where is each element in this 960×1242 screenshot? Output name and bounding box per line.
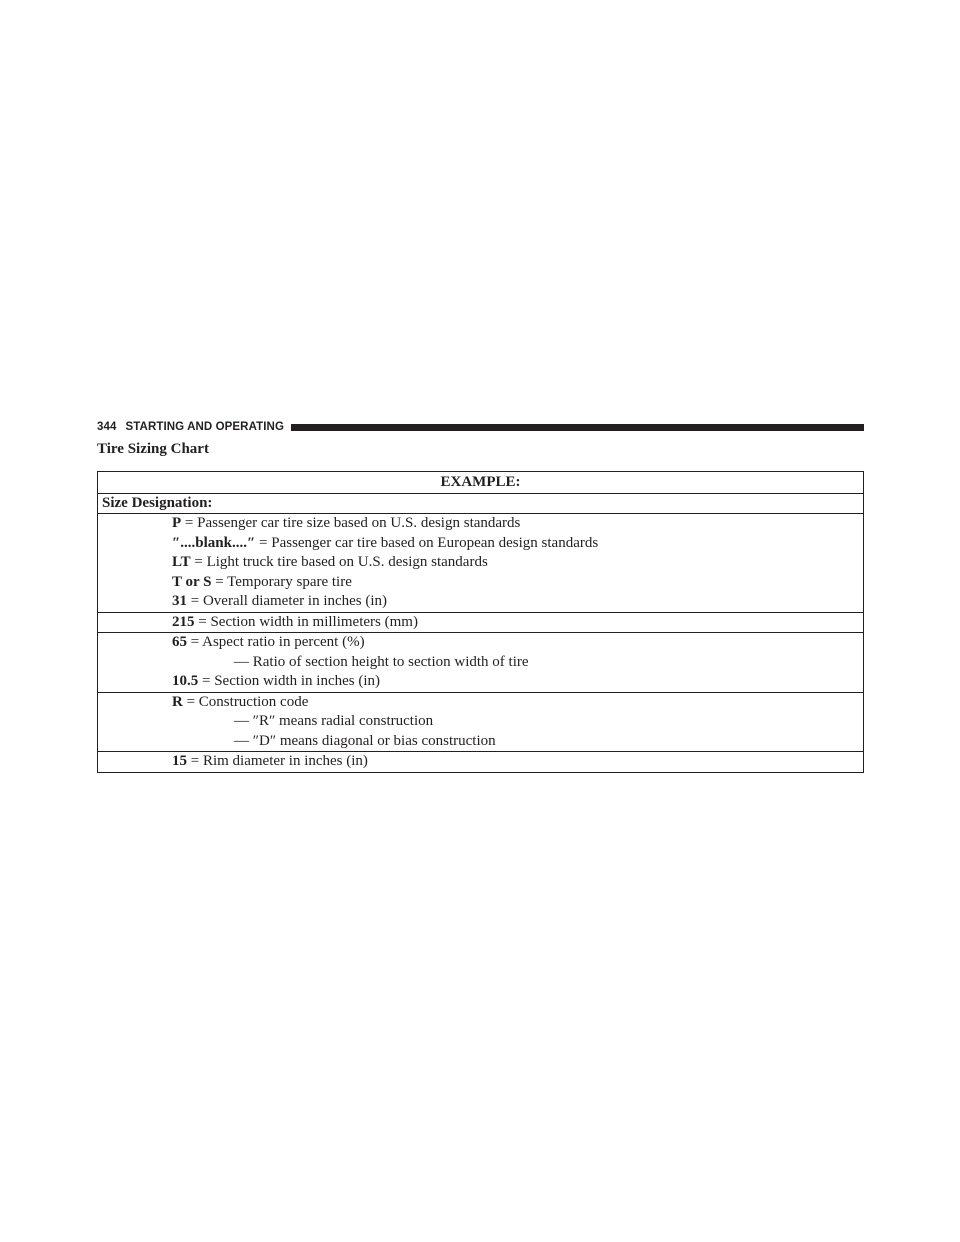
size-code: 31 bbox=[172, 593, 187, 609]
list-item bbox=[98, 534, 863, 554]
list-item bbox=[98, 592, 863, 612]
size-description: — ″R″ means radial construction bbox=[234, 713, 434, 729]
size-description: = Aspect ratio in percent (%) bbox=[190, 634, 365, 650]
table-cell bbox=[98, 612, 864, 633]
size-code: LT bbox=[172, 554, 191, 570]
size-description: — Ratio of section height to section width of tire bbox=[234, 653, 529, 670]
size-code: 65 bbox=[172, 634, 187, 650]
list-item bbox=[98, 633, 863, 653]
size-description: = Overall diameter in inches (in) bbox=[190, 593, 388, 609]
size-description: = Construction code bbox=[186, 693, 309, 710]
table-row bbox=[98, 752, 864, 773]
page-number: 344 bbox=[97, 421, 117, 433]
size-description: = Passenger car tire based on European design standards bbox=[259, 534, 599, 551]
size-code: P bbox=[172, 515, 182, 531]
list-item bbox=[98, 693, 863, 713]
table-subheading-row bbox=[98, 494, 864, 514]
size-code: ″....blank....″ bbox=[172, 534, 256, 551]
table-cell bbox=[98, 692, 864, 752]
table-row bbox=[98, 692, 864, 752]
table-row bbox=[98, 514, 864, 613]
table-cell bbox=[98, 514, 864, 613]
list-item bbox=[98, 672, 863, 692]
table-row bbox=[98, 612, 864, 633]
tire-sizing-table bbox=[97, 471, 864, 773]
size-description: = Section width in millimeters (mm) bbox=[198, 613, 418, 630]
list-item bbox=[98, 573, 863, 593]
table-cell bbox=[98, 633, 864, 693]
list-item bbox=[98, 653, 863, 673]
size-description: — ″D″ means diagonal or bias construction bbox=[234, 732, 496, 749]
table-heading: EXAMPLE: bbox=[98, 472, 864, 494]
list-item bbox=[98, 752, 863, 772]
chart-title: Tire Sizing Chart bbox=[97, 441, 209, 457]
size-code: T or S bbox=[172, 573, 212, 590]
size-description: = Section width in inches (in) bbox=[202, 673, 381, 689]
table-row bbox=[98, 633, 864, 693]
list-item bbox=[98, 514, 863, 534]
size-designation-label: Size Designation: bbox=[98, 494, 864, 514]
size-code: 215 bbox=[172, 613, 195, 630]
table-cell bbox=[98, 752, 864, 773]
size-description: = Temporary spare tire bbox=[215, 573, 352, 590]
size-description: = Rim diameter in inches (in) bbox=[190, 753, 368, 769]
size-description: = Light truck tire based on U.S. design standards bbox=[194, 554, 488, 570]
size-code: R bbox=[172, 693, 183, 710]
size-description: = Passenger car tire size based on U.S. design standards bbox=[184, 515, 521, 531]
table-heading-row bbox=[98, 472, 864, 494]
size-code: 10.5 bbox=[172, 673, 199, 689]
list-item bbox=[98, 553, 863, 573]
section-title: STARTING AND OPERATING bbox=[125, 421, 285, 433]
list-item bbox=[98, 712, 863, 732]
header-rule bbox=[291, 424, 864, 431]
page-header bbox=[97, 420, 864, 434]
list-item bbox=[98, 732, 863, 752]
list-item bbox=[98, 613, 863, 633]
size-code: 15 bbox=[172, 753, 187, 769]
